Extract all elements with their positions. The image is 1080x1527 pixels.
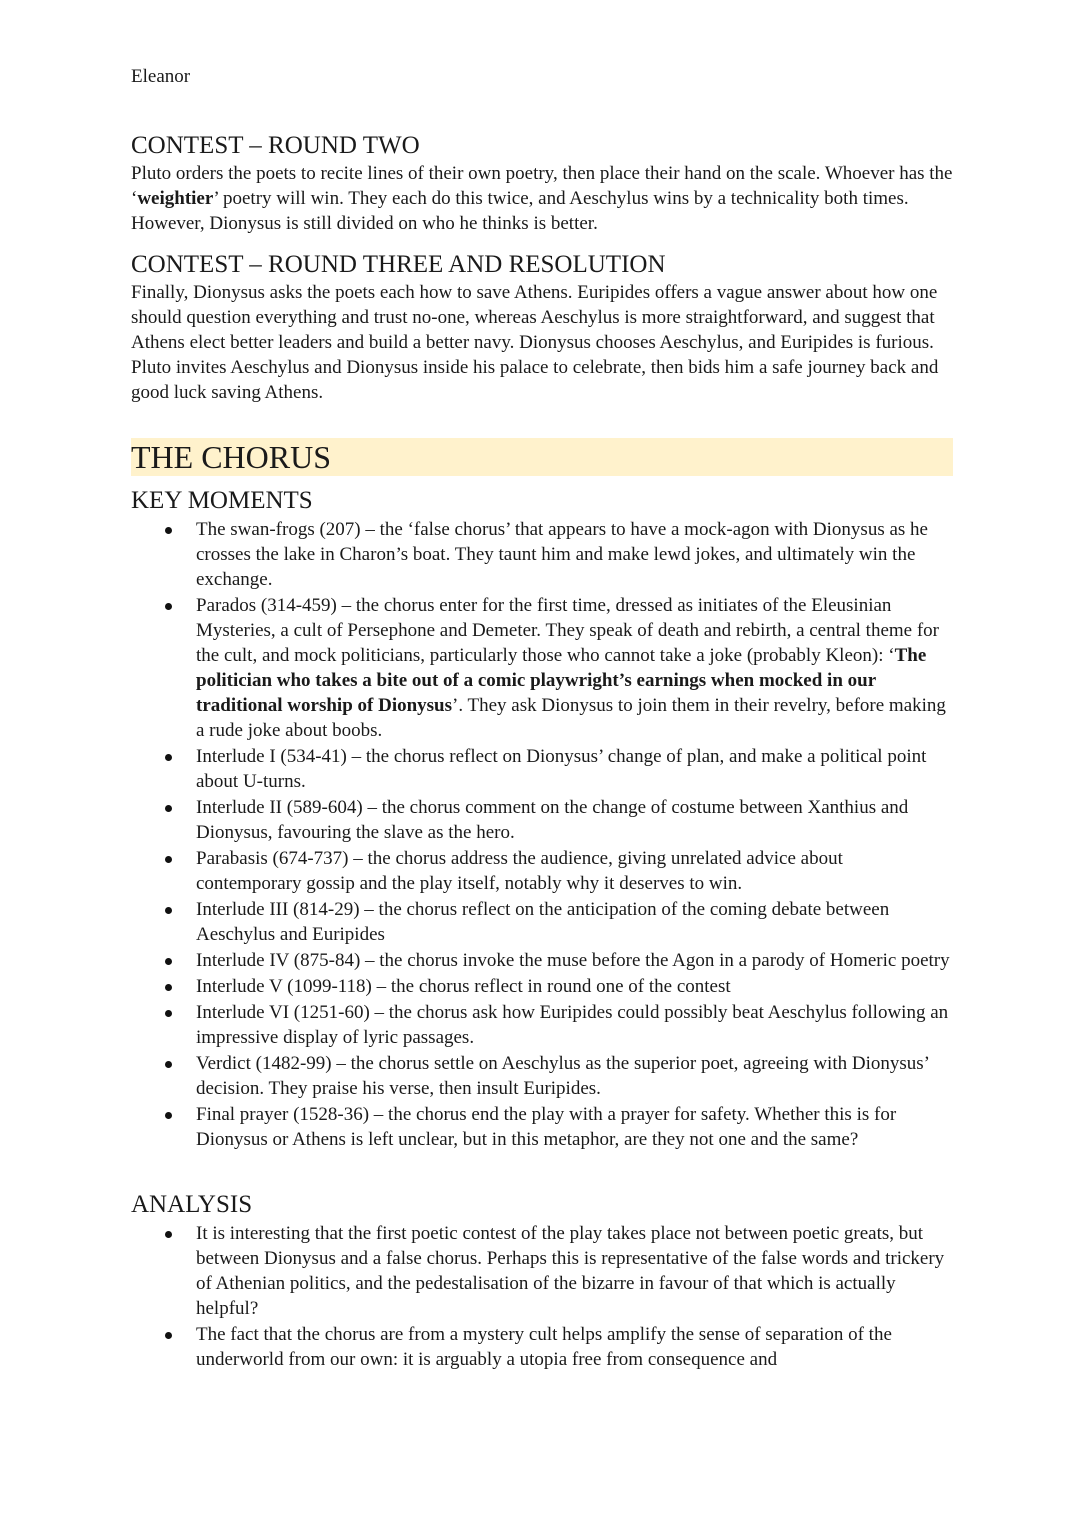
list-item [131,974,953,999]
list-item [131,593,953,743]
list-item-text: Interlude III (814-29) – the chorus reflect on the anticipation of the coming debate between Aeschylus and Euripides [196,899,890,945]
bullet-icon [165,907,172,914]
section-round-three [131,250,953,405]
list-item-text: Interlude IV (875-84) – the chorus invoke the muse before the Agon in a parody of Homeric poetry [196,950,950,971]
list-item-text-1: Parados (314-459) – the chorus enter for the first time, dressed as initiates of the Eleusinian Mysteries, a cult of Persephone and Demeter. They speak of death and rebirth, a central theme for the cult, and mock politicians, particularly those who cannot take a joke (probably Kleon): ‘ [196,595,940,666]
bullet-icon [165,1061,172,1068]
list-item-text: Verdict (1482-99) – the chorus settle on Aeschylus as the superior poet, agreeing with Dionysus’ decision. They praise his verse, then insult Euripides. [196,1053,929,1099]
heading-the-chorus: THE CHORUS [131,439,332,475]
list-item [131,897,953,947]
list-item-bold: The politician who takes a bite out of a comic playwright’s earnings when mocked in our traditional worship of Dionysus [196,645,927,716]
list-item-text: Final prayer (1528-36) – the chorus end the play with a prayer for safety. Whether this is for Dionysus or Athens is left unclear, but in this metaphor, are they not one and the same? [196,1104,897,1150]
paragraph-round-two [131,161,953,236]
list-item [131,948,953,973]
bullet-icon [165,603,172,610]
list-item [131,846,953,896]
list-item-text: Interlude I (534-41) – the chorus reflect on Dionysus’ change of plan, and make a political point about U-turns. [196,746,927,792]
round-two-text-2: ’ poetry will win. They each do this twice, and Aeschylus wins by a technicality both times. However, Dionysus is still divided on who he thinks is better. [131,188,909,234]
list-item [131,1000,953,1050]
list-item [131,1322,953,1372]
list-item [131,1102,953,1152]
list-item-text: Parabasis (674-737) – the chorus address the audience, giving unrelated advice about contemporary gossip and the play itself, notably why it deserves to win. [196,848,843,894]
list-item-text: Interlude II (589-604) – the chorus comment on the change of costume between Xanthius and Dionysus, favouring the slave as the hero. [196,797,909,843]
list-item [131,1051,953,1101]
round-two-text-1: Pluto orders the poets to recite lines of their own poetry, then place their hand on the scale. Whoever has the ‘ [131,163,953,209]
heading-round-three: CONTEST – ROUND THREE AND RESOLUTION [131,251,666,278]
bullet-icon [165,754,172,761]
author-name: Eleanor [131,66,191,87]
bullet-icon [165,984,172,991]
bullet-icon [165,1010,172,1017]
key-moments-list [131,517,953,1153]
list-item-text: Interlude V (1099-118) – the chorus reflect in round one of the contest [196,976,731,997]
paragraph-round-three: Finally, Dionysus asks the poets each how to save Athens. Euripides offers a vague answer about how one should question everything and trust no-one, whereas Aeschylus is more straightforward, and suggest that Athens elect better leaders and build a better navy. Dionysus chooses Aeschylus, and Euripides is furious. Pluto invites Aeschylus and Dionysus inside his palace to celebrate, then bids him a safe journey back and good luck saving Athens. [131,282,939,403]
chorus-heading-highlight [131,438,953,476]
round-two-bold: weightier [137,188,214,209]
list-item-text: The fact that the chorus are from a mystery cult helps amplify the sense of separation of the underworld from our own: it is arguably a utopia free from consequence and [196,1324,892,1370]
bullet-icon [165,958,172,965]
list-item [131,744,953,794]
bullet-icon [165,1112,172,1119]
list-item-text: Interlude VI (1251-60) – the chorus ask how Euripides could possibly beat Aeschylus following an impressive display of lyric passages. [196,1002,949,1048]
analysis-list [131,1221,953,1373]
list-item [131,1221,953,1321]
bullet-icon [165,805,172,812]
bullet-icon [165,1332,172,1339]
list-item [131,517,953,592]
list-item [131,795,953,845]
heading-analysis: ANALYSIS [131,1191,253,1218]
list-item-text: The swan-frogs (207) – the ‘false chorus’ that appears to have a mock-agon with Dionysus as he crosses the lake in Charon’s boat. They taunt him and make lewd jokes, and ultimately win the exchange. [196,519,928,590]
list-item-text: It is interesting that the first poetic contest of the play takes place not between poetic greats, but between Dionysus and a false chorus. Perhaps this is representative of the false words and trickery of Athenian politics, and the pedestalisation of the bizarre in favour of that which is actually helpful? [196,1223,945,1319]
heading-round-two: CONTEST – ROUND TWO [131,132,420,159]
heading-key-moments: KEY MOMENTS [131,487,313,514]
bullet-icon [165,1231,172,1238]
bullet-icon [165,856,172,863]
section-round-two [131,131,953,236]
list-item-text-2: ’. They ask Dionysus to join them in their revelry, before making a rude joke about boobs. [196,695,946,741]
bullet-icon [165,527,172,534]
